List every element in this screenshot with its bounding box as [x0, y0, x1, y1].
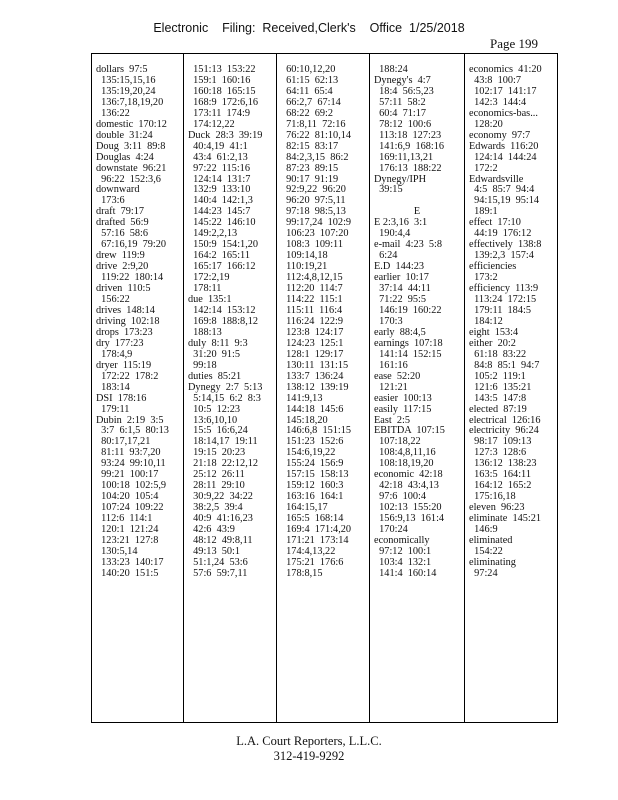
index-entry: E.D 144:23 [374, 261, 425, 273]
index-entry: 138:12 139:19 [281, 381, 349, 393]
index-entry: 130:5,14 [96, 545, 138, 557]
index-entry: 121:6 135:21 [469, 381, 532, 393]
index-entry: 163:5 164:11 [469, 469, 531, 481]
index-entry: 15:5 16:6,24 [188, 425, 248, 437]
index-entry: 132:9 133:10 [188, 184, 251, 196]
index-entry: 146:9 [469, 524, 498, 536]
index-entry: 108:18,19,20 [374, 458, 434, 470]
index-entry: 114:22 115:1 [281, 294, 343, 306]
index-entry: 128:20 [469, 118, 503, 130]
index-entry: 124:14 131:7 [188, 173, 251, 185]
index-entry: dry 177:23 [96, 337, 144, 349]
index-entry: 42:6 43:9 [188, 524, 235, 536]
index-entry: economics 41:20 [469, 64, 542, 75]
index-entry: 140:20 151:5 [96, 567, 159, 579]
index-entry: 78:12 100:6 [374, 118, 432, 130]
index-entry: either 20:2 [469, 337, 516, 349]
index-entry: 92:9,22 96:20 [281, 184, 346, 196]
index-entry: 171:21 173:14 [281, 534, 349, 546]
index-entry: eliminate 145:21 [469, 513, 542, 525]
index-entry: Dubin 2:19 3:5 [96, 414, 164, 426]
index-entry: 43:8 100:7 [469, 74, 522, 86]
index-entry: 156:9,13 161:4 [374, 513, 445, 525]
index-entry: 172:2 [469, 162, 498, 174]
index-entry: 97:22 115:16 [188, 162, 250, 174]
index-entry: 81:11 93:7,20 [96, 447, 161, 459]
index-entry: electrical 126:16 [469, 414, 541, 426]
index-entry: 150:9 154:1,20 [188, 239, 259, 251]
index-entry: dollars 97:5 [96, 64, 148, 75]
index-entry: 164:2 165:11 [188, 250, 250, 262]
index-entry: 144:18 145:6 [281, 403, 344, 415]
index-entry: 124:23 125:1 [281, 337, 344, 349]
index-entry: 178:4,9 [96, 348, 133, 360]
index-entry: 172:2,19 [188, 272, 230, 284]
index-entry: 99:18 [188, 359, 217, 371]
index-entry: 5:14,15 6:2 8:3 [188, 392, 261, 404]
index-entry: 107:24 109:22 [96, 502, 164, 514]
index-entry: 176:13 188:22 [374, 162, 442, 174]
index-entry: effect 17:10 [469, 217, 521, 229]
index-entry: 149:2,2,13 [188, 228, 238, 240]
index-entry: 106:23 107:20 [281, 228, 349, 240]
index-entry: 37:14 44:11 [374, 283, 431, 295]
index-entry: 179:11 [96, 403, 130, 415]
index-entry: 107:18,22 [374, 436, 421, 448]
index-entry: 161:16 [374, 359, 408, 371]
index-entry: 80:17,17,21 [96, 436, 151, 448]
index-entry: 28:11 29:10 [188, 480, 245, 492]
index-entry: economically [374, 534, 430, 546]
index-entry: 57:6 59:7,11 [188, 567, 248, 579]
index-entry: 165:17 166:12 [188, 261, 256, 273]
index-entry: 40:9 41:16,23 [188, 513, 253, 525]
index-entry: 119:22 180:14 [96, 272, 164, 284]
index-entry: 60:10,12,20 [281, 64, 336, 75]
index-entry: 173:11 174:9 [188, 107, 250, 119]
index-entry: economic 42:18 [374, 469, 443, 481]
index-entry: 133:7 136:24 [281, 370, 344, 382]
index-entry: dryer 115:19 [96, 359, 152, 371]
index-entry: East 2:5 [374, 414, 411, 426]
index-entry: 97:24 [469, 567, 498, 579]
index-entry: 71:8,11 72:16 [281, 118, 346, 130]
index-entry: 97:18 98:5,13 [281, 206, 346, 218]
index-entry: 156:22 [96, 294, 130, 306]
index-entry: 159:1 160:16 [188, 74, 251, 86]
index-entry: 105:2 119:1 [469, 370, 526, 382]
index-entry: 61:18 83:22 [469, 348, 527, 360]
index-entry: earlier 10:17 [374, 272, 429, 284]
index-entry: 96:22 152:3,6 [96, 173, 161, 185]
index-entry: 143:5 147:8 [469, 392, 527, 404]
index-entry: downstate 96:21 [96, 162, 167, 174]
index-entry: 108:4,8,11,16 [374, 447, 436, 459]
index-column-2 [183, 54, 276, 722]
page-number: Page 199 [489, 36, 538, 51]
index-entry: easier 100:13 [374, 392, 432, 404]
index-entry: 142:3 144:4 [469, 96, 527, 108]
index-entry: 6:24 [374, 250, 398, 262]
index-entry: 112:6 114:1 [96, 513, 153, 525]
index-entry: 4:5 85:7 94:4 [469, 184, 535, 196]
index-entry: 184:12 [469, 315, 503, 327]
index-entry: DSI 178:16 [96, 392, 147, 404]
index-entry: 170:3 [374, 315, 403, 327]
index-entry: drops 173:23 [96, 326, 153, 338]
index-entry: 141:14 152:15 [374, 348, 442, 360]
index-entry: 64:11 65:4 [281, 85, 333, 97]
index-entry: 188:24 [374, 64, 408, 75]
index-entry: 116:24 122:9 [281, 315, 343, 327]
index-entry: 21:18 22:12,12 [188, 458, 259, 470]
index-entry: 145:22 146:10 [188, 217, 256, 229]
index-entry: 10:5 12:23 [188, 403, 241, 415]
index-entry: 169:11,13,21 [374, 151, 434, 163]
index-entry: 40:4,19 41:1 [188, 140, 248, 152]
index-entry: 123:21 127:8 [96, 534, 159, 546]
index-entry: 172:22 178:2 [96, 370, 159, 382]
index-entry: E 2:3,16 3:1 [374, 217, 428, 229]
index-entry: eliminating [469, 556, 516, 568]
index-column-4 [369, 54, 464, 722]
index-entry: 57:16 58:6 [96, 228, 149, 240]
index-entry: 173:6 [96, 195, 125, 207]
index-entry: 98:17 109:13 [469, 436, 532, 448]
index-entry: eight 153:4 [469, 326, 519, 338]
index-entry: 38:2,5 39:4 [188, 502, 243, 514]
index-entry: double 31:24 [96, 129, 153, 141]
index-entry: efficiencies [469, 261, 517, 273]
index-entry: eliminated [469, 534, 513, 546]
index-entry: 164:15,17 [281, 502, 328, 514]
index-entry: 97:6 100:4 [374, 491, 427, 503]
index-entry: 144:23 145:7 [188, 206, 251, 218]
index-entry: 139:2,3 157:4 [469, 250, 534, 262]
index-entry: 178:8,15 [281, 567, 323, 579]
index-entry: 135:19,20,24 [96, 85, 156, 97]
index-entry: domestic 170:12 [96, 118, 167, 130]
index-entry: efficiency 113:9 [469, 283, 539, 295]
index-entry: drafted 56:9 [96, 217, 149, 229]
index-entry: duly 8:11 9:3 [188, 337, 248, 349]
index-entry: 104:20 105:4 [96, 491, 159, 503]
index-entry: 155:24 156:9 [281, 458, 344, 470]
index-entry: EBITDA 107:15 [374, 425, 445, 437]
index-entry: 151:13 153:22 [188, 64, 256, 75]
index-entry: 154:6,19,22 [281, 447, 336, 459]
index-entry: 113:24 172:15 [469, 294, 537, 306]
index-entry: 49:13 50:1 [188, 545, 241, 557]
index-entry: 18:14,17 19:11 [188, 436, 258, 448]
index-entry: Duck 28:3 39:19 [188, 129, 263, 141]
index-entry: 164:12 165:2 [469, 480, 532, 492]
index-entry: effectively 138:8 [469, 239, 542, 251]
index-entry: economy 97:7 [469, 129, 531, 141]
footer-company: L.A. Court Reporters, L.L.C. [236, 734, 382, 748]
index-entry: 93:24 99:10,11 [96, 458, 166, 470]
index-entry: 31:20 91:5 [188, 348, 241, 360]
index-entry: 145:18,20 [281, 414, 328, 426]
index-entry: 128:1 129:17 [281, 348, 344, 360]
index-entry: 68:22 69:2 [281, 107, 334, 119]
index-column-3 [276, 54, 369, 722]
index-entry: 135:15,15,16 [96, 74, 156, 86]
index-entry: 82:15 83:17 [281, 140, 339, 152]
index-entry: 61:15 62:13 [281, 74, 339, 86]
index-entry: 154:22 [469, 545, 503, 557]
filing-stamp: Electronic Filing: Received,Clerk's Office 1/25/2018 [153, 21, 465, 35]
index-entry: due 135:1 [188, 294, 232, 306]
index-entry: 160:18 165:15 [188, 85, 256, 97]
index-entry: Dynegy's 4:7 [374, 74, 431, 86]
index-entry: 87:23 89:15 [281, 162, 339, 174]
index-entry: 120:1 121:24 [96, 524, 159, 536]
index-entry: 142:14 153:12 [188, 304, 256, 316]
index-entry: electricity 96:24 [469, 425, 539, 437]
index-entry: draft 79:17 [96, 206, 145, 218]
index-entry: driven 110:5 [96, 283, 151, 295]
index-entry: 13:6,10,10 [188, 414, 238, 426]
index-entry: 99:21 100:17 [96, 469, 159, 481]
index-entry: drives 148:14 [96, 304, 155, 316]
index-entry: 141:9,13 [281, 392, 323, 404]
index-entry: Dynegy 2:7 5:13 [188, 381, 263, 393]
index-entry: 76:22 81:10,14 [281, 129, 352, 141]
index-entry: 67:16,19 79:20 [96, 239, 167, 251]
index-entry: 19:15 20:23 [188, 447, 246, 459]
index-entry: 175:21 176:6 [281, 556, 344, 568]
index-entry: 130:11 131:15 [281, 359, 349, 371]
index-entry: 146:19 160:22 [374, 304, 442, 316]
index-entry: 169:4 171:4,20 [281, 524, 352, 536]
index-entry: 57:11 58:2 [374, 96, 426, 108]
index-entry: 175:16,18 [469, 491, 516, 503]
index-entry: 127:3 128:6 [469, 447, 527, 459]
index-entry: 178:11 [188, 283, 222, 295]
index-entry: 71:22 95:5 [374, 294, 427, 306]
index-entry: 121:21 [374, 381, 408, 393]
index-entry: easily 117:15 [374, 403, 432, 415]
index-entry: 189:1 [469, 206, 498, 218]
index-entry: 90:17 91:19 [281, 173, 339, 185]
index-entry: 112:4,8,12,15 [281, 272, 343, 284]
index-entry: early 88:4,5 [374, 326, 426, 338]
index-entry: 94:15,19 95:14 [469, 195, 540, 207]
index-entry: 66:2,7 67:14 [281, 96, 341, 108]
index-entry: 51:1,24 53:6 [188, 556, 248, 568]
footer-phone: 312-419-9292 [273, 749, 345, 763]
index-entry: 170:24 [374, 524, 408, 536]
index-entry: 108:3 109:11 [281, 239, 343, 251]
index-entry: 174:12,22 [188, 118, 235, 130]
index-entry: earnings 107:18 [374, 337, 443, 349]
index-entry: Doug 3:11 89:8 [96, 140, 166, 152]
index-entry: Douglas 4:24 [96, 151, 154, 163]
index-entry: elected 87:19 [469, 403, 527, 415]
index-entry: 30:9,22 34:22 [188, 491, 253, 503]
index-entry: 44:19 176:12 [469, 228, 532, 240]
index-entry: 100:18 102:5,9 [96, 480, 167, 492]
index-entry: 60:4 71:17 [374, 107, 427, 119]
index-entry: 3:7 6:1,5 80:13 [96, 425, 169, 437]
index-entry: 110:19,21 [281, 261, 328, 273]
index-entry: 183:14 [96, 381, 130, 393]
index-entry: duties 85:21 [188, 370, 242, 382]
index-entry: 84:8 85:1 94:7 [469, 359, 540, 371]
index-entry: 157:15 158:13 [281, 469, 349, 481]
index-entry: 140:4 142:1,3 [188, 195, 253, 207]
index-entry: 43:4 61:2,13 [188, 151, 248, 163]
section-letter: E [413, 206, 421, 218]
index-table [91, 53, 558, 723]
index-entry: 84:2,3,15 86:2 [281, 151, 349, 163]
index-entry: 146:6,8 151:15 [281, 425, 352, 437]
index-entry: e-mail 4:23 5:8 [374, 239, 443, 251]
index-entry: 136:12 138:23 [469, 458, 537, 470]
index-entry: 25:12 26:11 [188, 469, 245, 481]
index-entry: 168:9 172:6,16 [188, 96, 259, 108]
index-entry: 188:13 [188, 326, 222, 338]
index-entry: 165:5 168:14 [281, 513, 344, 525]
index-entry: 173:2 [469, 272, 498, 284]
index-entry: 163:16 164:1 [281, 491, 344, 503]
index-entry: 136:7,18,19,20 [96, 96, 164, 108]
index-entry: 141:6,9 168:16 [374, 140, 445, 152]
index-entry: drew 119:9 [96, 250, 145, 262]
index-entry: 174:4,13,22 [281, 545, 336, 557]
index-entry: eleven 96:23 [469, 502, 525, 514]
index-entry: 113:18 127:23 [374, 129, 442, 141]
index-entry: 112:20 114:7 [281, 283, 343, 295]
index-entry: 97:12 100:1 [374, 545, 432, 557]
index-entry: 42:18 43:4,13 [374, 480, 439, 492]
index-entry: 48:12 49:8,11 [188, 534, 253, 546]
index-entry: ease 52:20 [374, 370, 421, 382]
index-entry: 141:4 160:14 [374, 567, 437, 579]
index-entry: drive 2:9,20 [96, 261, 149, 273]
index-entry: 190:4,4 [374, 228, 411, 240]
index-entry: 39:15 [374, 184, 403, 196]
index-entry: 159:12 160:3 [281, 480, 344, 492]
index-entry: 109:14,18 [281, 250, 328, 262]
index-entry: economics-bas... [469, 107, 538, 119]
index-entry: 115:11 116:4 [281, 304, 343, 316]
index-entry: 169:8 188:8,12 [188, 315, 259, 327]
index-entry: downward [96, 184, 140, 196]
index-entry: 102:13 155:20 [374, 502, 442, 514]
index-entry: 133:23 140:17 [96, 556, 164, 568]
index-entry: Dynegy/IPH [374, 173, 427, 185]
index-entry: 99:17,24 102:9 [281, 217, 352, 229]
index-entry: 103:4 132:1 [374, 556, 432, 568]
index-entry: driving 102:18 [96, 315, 160, 327]
index-entry: 123:8 124:17 [281, 326, 344, 338]
index-column-5 [464, 54, 558, 722]
index-entry: 151:23 152:6 [281, 436, 344, 448]
index-entry: Edwards 116:20 [469, 140, 539, 152]
index-entry: 136:22 [96, 107, 130, 119]
index-entry: 96:20 97:5,11 [281, 195, 346, 207]
index-entry: 18:4 56:5,23 [374, 85, 434, 97]
index-entry: Edwardsville [469, 173, 524, 185]
index-entry: 124:14 144:24 [469, 151, 537, 163]
index-column-1 [92, 54, 183, 722]
index-entry: 102:17 141:17 [469, 85, 537, 97]
index-entry: 179:11 184:5 [469, 304, 531, 316]
